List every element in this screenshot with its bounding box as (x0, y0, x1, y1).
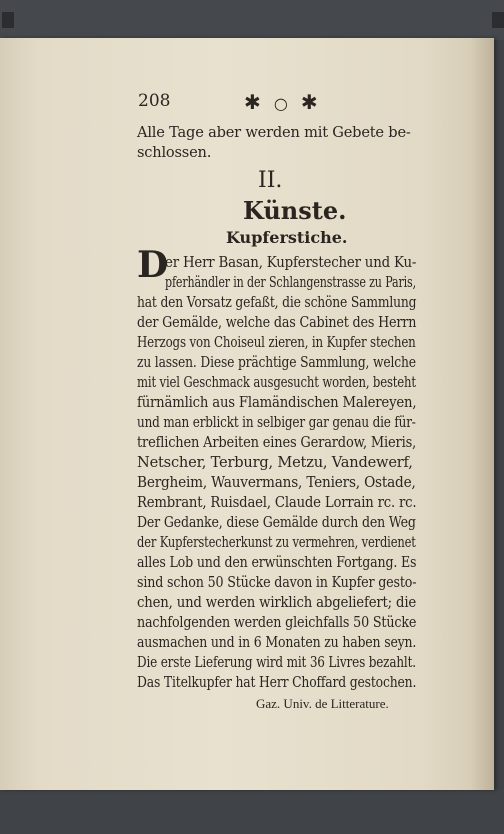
ornament-circle-icon: ○ (273, 94, 292, 113)
ornament-star-icon: ✱ (300, 90, 322, 114)
article-line: hat den Vorsatz gefaßt, die schöne Sammlung (137, 294, 417, 311)
article-line: zu lassen. Diese prächtige Sammlung, welche (137, 354, 416, 371)
section-subheading: Kupferstiche. (226, 228, 348, 247)
article-line: Der Gedanke, diese Gemälde durch den Weg (137, 514, 416, 531)
header-ornament (244, 90, 322, 114)
article-line: Das Titelkupfer hat Herr Choffard gestochen. (137, 674, 417, 691)
article-line: Herzogs von Choiseul zieren, in Kupfer stechen (137, 334, 416, 351)
article-line: nachfolgenden werden gleichfalls 50 Stücke (137, 614, 417, 631)
page-number: 208 (138, 91, 171, 111)
article-line: Rembrant, Ruisdael, Claude Lorrain rc. rc. (137, 494, 417, 511)
article-line: sind schon 50 Stücke davon in Kupfer gesto- (137, 574, 417, 591)
article-line: Bergheim, Wauvermans, Teniers, Ostade, (137, 474, 416, 491)
article-line: der Kupferstecherkunst zu vermehren, verdienet (137, 534, 416, 551)
article-line: treflichen Arbeiten eines Gerardow, Mieris, (137, 434, 417, 451)
article-line: chen, und werden wirklich abgeliefert; die (137, 594, 417, 611)
article-line: der Gemälde, welche das Cabinet des Herrn (137, 314, 417, 331)
drop-cap: D (137, 244, 169, 286)
intro-line: schlossen. (137, 144, 212, 161)
article-line: pferhändler in der Schlangenstrasse zu Paris, (165, 274, 416, 291)
article-line: Netscher, Terburg, Metzu, Vandewerf, (137, 454, 413, 471)
article-line: alles Lob und den erwünschten Fortgang. Es (137, 554, 417, 571)
ornament-star-icon: ✱ (244, 90, 265, 114)
intro-line: Alle Tage aber werden mit Gebete be- (137, 124, 411, 141)
article-line: er Herr Basan, Kupferstecher und Ku- (165, 254, 417, 271)
article-line: mit viel Geschmack ausgesucht worden, besteht (137, 374, 416, 391)
section-number: II. (258, 168, 283, 193)
article-line: und man erblickt in selbiger gar genau die für- (137, 414, 416, 431)
source-attribution: Gaz. Univ. de Litterature. (256, 696, 389, 711)
article-line: ausmachen und in 6 Monaten zu haben seyn. (137, 634, 417, 651)
article-line: Die erste Lieferung wird mit 36 Livres bezahlt. (137, 654, 416, 671)
article-line: fürnämlich aus Flamändischen Malereyen, (137, 394, 417, 411)
section-title: Künste. (243, 196, 347, 225)
